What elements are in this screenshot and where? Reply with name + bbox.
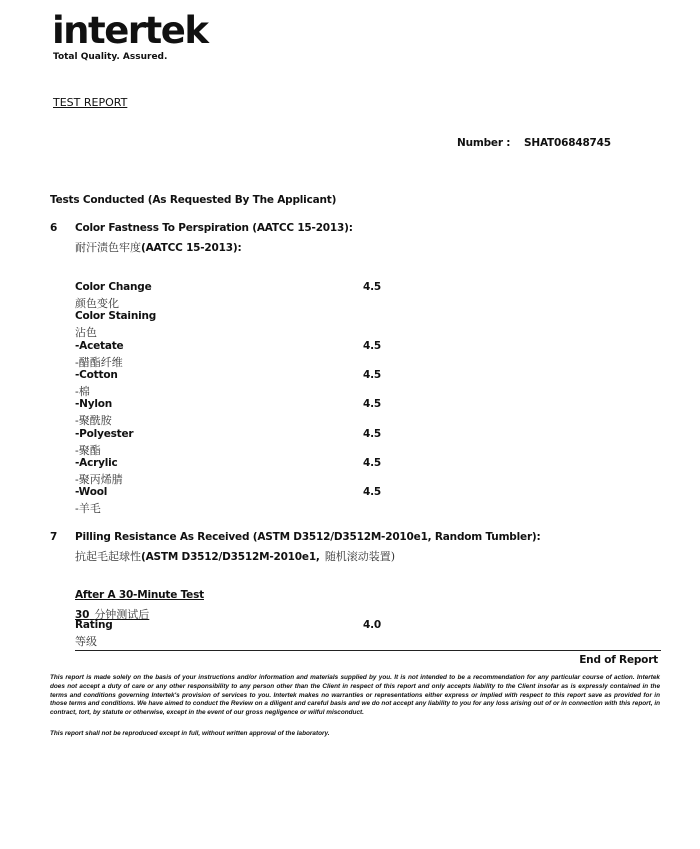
tests-heading: Tests Conducted (As Requested By The Applicant)	[50, 194, 337, 206]
result-value: 4.5	[363, 281, 382, 293]
result-label: -Acrylic	[75, 457, 118, 469]
result-value: 4.5	[363, 428, 382, 440]
result-label-cn: 颜色变化	[75, 297, 119, 310]
sub-cn: 分钟测试后	[94, 608, 150, 621]
section-6-title-cn	[75, 236, 241, 255]
result-value: 4.5	[363, 486, 382, 498]
result-label-cn: -聚丙烯腈	[75, 473, 123, 486]
result-value: 4.5	[363, 457, 382, 469]
divider	[75, 650, 661, 651]
report-number: SHAT06848745	[524, 137, 611, 149]
result-label-cn: 沾色	[75, 326, 97, 339]
result-label-cn: -羊毛	[75, 502, 101, 515]
title-std: (AATCC 15-2013):	[141, 242, 242, 254]
result-label: -Cotton	[75, 369, 118, 381]
number-label: Number :	[457, 137, 511, 149]
result-label-cn: -聚酯	[75, 444, 101, 457]
title-cn-end: 随机滚动装置)	[324, 550, 396, 563]
section-7-number: 7	[50, 531, 58, 543]
section-7-title: Pilling Resistance As Received (ASTM D3512/D3512M-2010e1, Random Tumbler):	[75, 531, 541, 543]
result-label: Color Staining	[75, 310, 157, 322]
title-cn: 耐汗渍色牢度	[75, 241, 141, 254]
rating-label: Rating	[75, 619, 113, 631]
section-7-title-cn	[75, 545, 395, 564]
end-of-report: End of Report	[579, 654, 658, 666]
disclaimer: This report is made solely on the basis of your instructions and/or information and materials supplied by you. It is not intended to be a recommendation for any particular course of action. Intertek does not accept a duty of care or any other responsibility to any person other than the Client in respect of this report and only accepts liability to the Client insofar as is expressly contained in the terms and conditions governing Intertek's provision of services to you. Intertek makes no warranties or representations either express or implied with respect to this report save as provided for in those terms and conditions. We have aimed to conduct the Review on a diligent and careful basis and we do not accept any liability to you for any loss arising out of or in connection with this report, in contract, tort, by statute or otherwise, except in the event of our gross negligence or wilful misconduct.	[50, 674, 660, 717]
title-cn: 抗起毛起球性	[75, 550, 141, 563]
result-label: Color Change	[75, 281, 152, 293]
result-label-cn: -棉	[75, 385, 90, 398]
section-6-number: 6	[50, 222, 58, 234]
result-label: -Acetate	[75, 340, 124, 352]
doc-title: TEST REPORT	[53, 96, 128, 109]
pilling-subheading: After A 30-Minute Test	[75, 589, 204, 601]
title-std: (ASTM D3512/D3512M-2010e1,	[141, 551, 320, 563]
logo-tagline: Total Quality. Assured.	[53, 52, 168, 62]
result-label: -Wool	[75, 486, 108, 498]
result-label: -Nylon	[75, 398, 113, 410]
result-value: 4.5	[363, 398, 382, 410]
result-label-cn: -聚酰胺	[75, 414, 112, 427]
result-value: 4.5	[363, 369, 382, 381]
result-label-cn: -醋酯纤维	[75, 356, 123, 369]
intertek-logo: intertek	[52, 9, 208, 52]
disclaimer-reproduction: This report shall not be reproduced except in full, without written approval of the laboratory.	[50, 730, 330, 737]
section-6-title: Color Fastness To Perspiration (AATCC 15-2013):	[75, 222, 353, 234]
result-value: 4.5	[363, 340, 382, 352]
rating-value: 4.0	[363, 619, 382, 631]
result-label: -Polyester	[75, 428, 134, 440]
sub-num: 30	[75, 609, 90, 621]
rating-label-cn: 等级	[75, 635, 97, 648]
